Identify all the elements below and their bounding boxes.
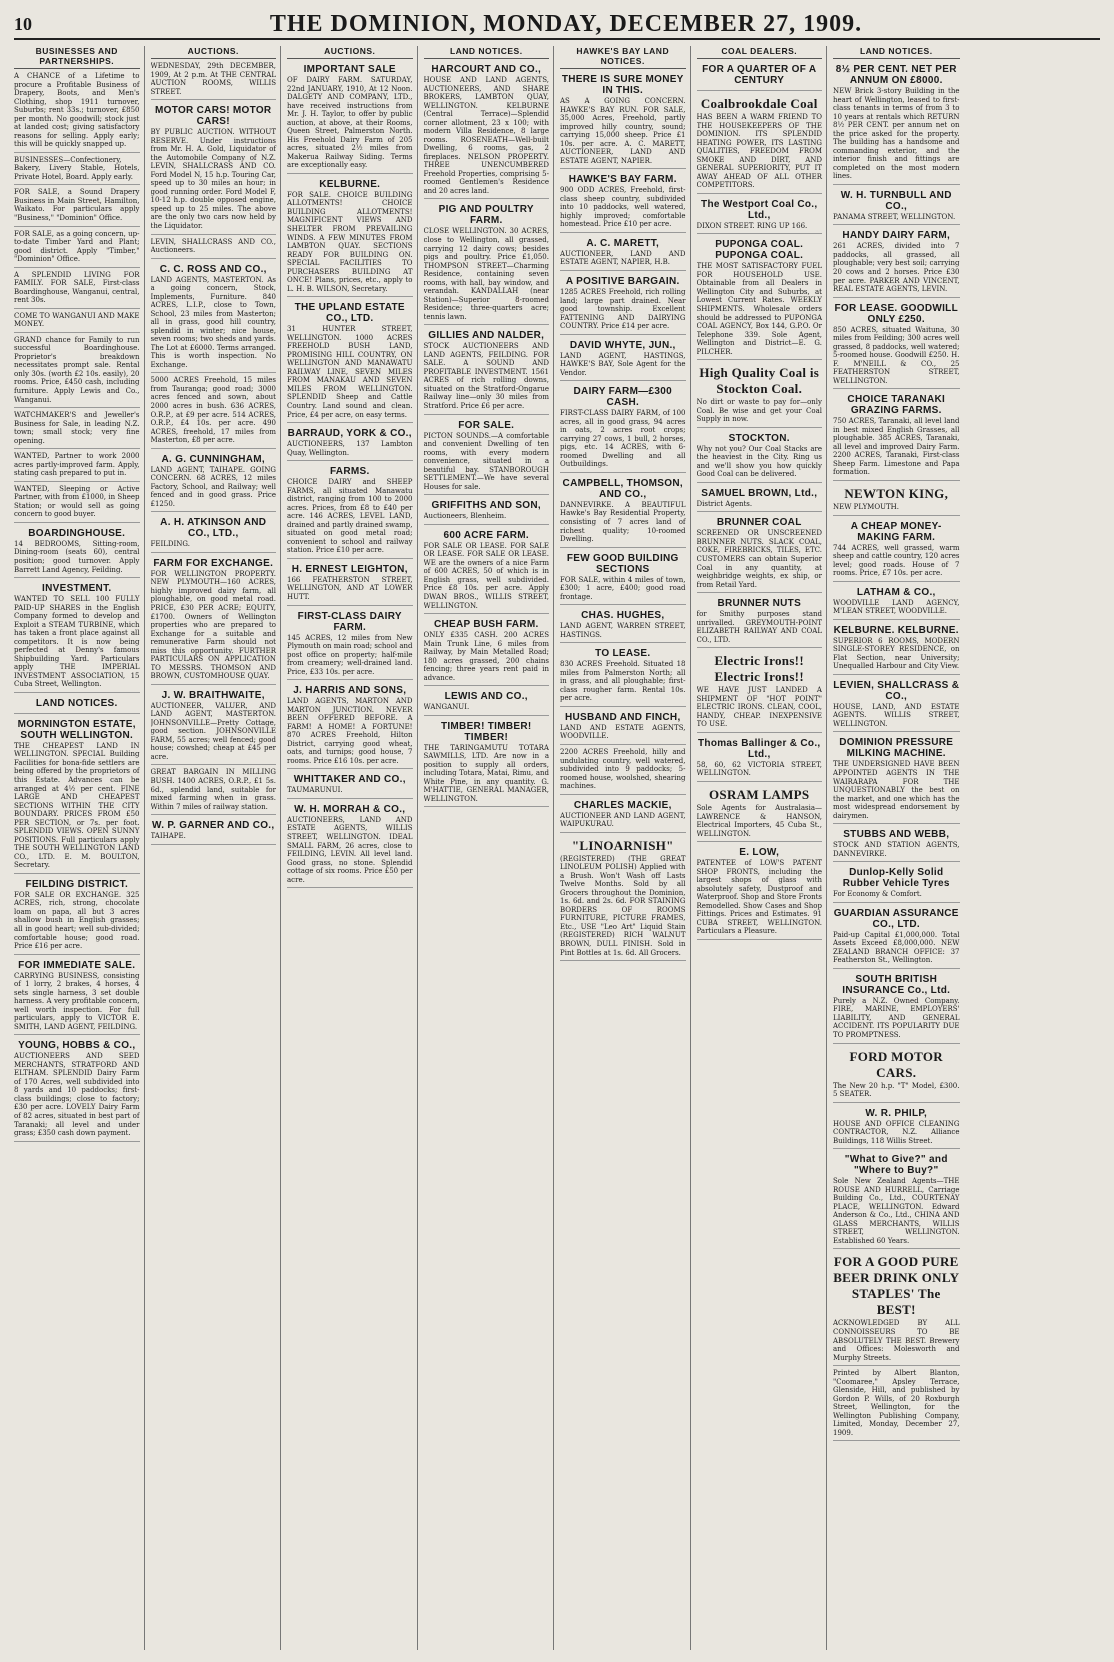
ad-heading: A. H. ATKINSON AND CO., LTD., xyxy=(160,517,267,540)
ad-heading: GILLIES AND NALDER, xyxy=(428,330,545,342)
advertisement xyxy=(151,103,277,234)
advertisement xyxy=(560,608,686,643)
ad-text: LAND AGENT, HASTINGS, HAWKE'S BAY, Sole Agent for the Vendor. xyxy=(560,351,686,377)
ad-text: COME TO WANGANUI AND MAKE MONEY. xyxy=(14,311,140,329)
ad-heading: INVESTMENT. xyxy=(42,583,112,595)
ad-heading: FEILDING DISTRICT. xyxy=(25,878,129,890)
ad-text: 58, 60, 62 VICTORIA STREET, WELLINGTON. xyxy=(696,760,822,778)
ad-heading: KELBURNE. KELBURNE. xyxy=(833,624,959,636)
advertisement xyxy=(560,476,686,548)
ad-text: LAND AGENTS, MASTERTON. As a going concern, Stock, Implements, Furniture. 840 ACRES, L.I.P., close to Town, School, 23 miles from Masterton; all in grass, good hill country, splendid in winter; nice house, seven rooms; two sheds and yards. The Lot at £6000. Terms arranged. This is worth inspection. No Exchange. xyxy=(150,275,276,369)
ad-text: FOR SALE. CHOICE BUILDING ALLOTMENTS! CHOICE BUILDING ALLOTMENTS! MAGNIFICENT VIEWS AND SHELTER FROM PREVAILING WINDS. A FEW MINUTES FROM LAMBTON QUAY. SECTIONS READY FOR BUILDING ON. SPECIAL FACILITIES TO PURCHASERS BUILDING AT ONCE! Plans, prices, etc., apply to L. H. B. WILSON, Secretary. xyxy=(287,190,413,293)
advertisement xyxy=(560,798,686,833)
ad-heading: BRUNNER COAL xyxy=(716,517,802,529)
column-5 xyxy=(560,46,691,1650)
advertisement xyxy=(14,1038,140,1141)
ad-text: GREAT BARGAIN IN MILLING BUSH. 1400 ACRES, O.R.P., £1 5s. 6d., splendid land, suitable for mixed farming when in grass. Within 7 miles of railway station. xyxy=(150,768,276,811)
ad-text: Why not you? Our Coal Stacks are the heaviest in the City. Ring us and we'll show you how quickly Good Coal can be delivered. xyxy=(696,444,822,479)
ad-heading: PIG AND POULTRY FARM. xyxy=(438,204,534,227)
ad-text: BUSINESSES—Confectionery, Bakery, Livery Stable, Hotels, Private Hotel, Board. Apply early. xyxy=(14,155,140,181)
ad-heading: MOTOR CARS! MOTOR CARS! xyxy=(155,105,272,128)
advertisement xyxy=(287,562,413,606)
ad-heading: PUPONGA COAL. PUPONGA COAL. xyxy=(715,239,804,262)
ad-text: HOUSE, LAND, AND ESTATE AGENTS. WILLIS STREET, WELLINGTON. xyxy=(833,702,960,728)
ad-text: GRAND chance for Family to run successful Boardinghouse. Proprietor's breakdown necessitates prompt sale. Rental only 30s. (worth £2 10s. easily), 20 rooms. Price, £450 cash, including furniture. Apply Lewis and Co., Wanganui. xyxy=(14,335,140,404)
advertisement xyxy=(287,609,413,681)
advertisement xyxy=(560,646,686,707)
page-number: 10 xyxy=(14,13,32,34)
masthead xyxy=(14,10,1100,40)
advertisement xyxy=(14,156,140,186)
ad-heading: Coalbrookdale Coal xyxy=(700,96,818,111)
ad-text: DANNEVIRKE. A BEAUTIFUL Hawke's Bay Residential Property, consisting of 7 acres land of richest quality; 10-roomed Dwelling. xyxy=(560,500,686,544)
advertisement xyxy=(14,312,140,333)
ad-text: A SPLENDID LIVING FOR FAMILY. FOR SALE, First-class Boardinghouse, Wanganui, central, rent 30s. xyxy=(14,270,140,305)
ad-heading: FOR A GOOD PURE BEER DRINK ONLY STAPLES' The BEST! xyxy=(833,1254,960,1318)
ad-heading: Thomas Ballinger & Co., Ltd., xyxy=(698,737,821,760)
column-heading: AUCTIONS. xyxy=(287,46,413,59)
ad-heading: 8½ PER CENT. NET PER ANNUM ON £8000. xyxy=(835,64,957,86)
ad-text: AUCTIONEERS, 137 Lambton Quay, Wellington. xyxy=(287,440,413,457)
ad-heading: A. C. MARETT, xyxy=(586,237,660,249)
advertisement xyxy=(14,271,140,309)
ad-text: PICTON SOUNDS.—A comfortable and convenient Dwelling of ten rooms, with every modern convenience, situated in a beautiful bay. STANBOROUGH SETTLEMENT.—We have several Houses for sale. xyxy=(423,431,549,491)
advertisement xyxy=(151,556,277,685)
ad-text: WATCHMAKER'S and Jeweller's Business for Sale, in leading N.Z. town; small stock; very fine opening. xyxy=(14,411,140,445)
ad-text: FOR SALE, as a going concern, up-to-date Timber Yard and Plant; good district. Apply "Timber," "Dominion" Office. xyxy=(14,229,140,264)
ad-text: A CHANCE of a Lifetime to procure a Profitable Business of Drapery, Boots, and Men's Clothing, shop 1911 turnover, Suburbs; rent 33s.; turnover, £850 per month. No goodwill; stock just at landed cost; giving satisfactory reasons for selling. Apply early; this will be quickly snapped up. xyxy=(14,72,140,149)
ad-heading: THE UPLAND ESTATE CO., LTD. xyxy=(294,302,405,325)
ad-heading: Dunlop-Kelly Solid Rubber Vehicle Tyres xyxy=(842,867,950,890)
ad-text: WANGANUI. xyxy=(423,703,470,712)
ad-text: ACKNOWLEDGED BY ALL CONNOISSEURS TO BE ABSOLUTELY THE BEST. Brewery and Offices: Molesworth and Murphy Streets. xyxy=(833,1319,960,1362)
ad-text: NEW PLYMOUTH. xyxy=(833,503,899,511)
ad-text: FEILDING. xyxy=(150,540,190,549)
ad-text: BY PUBLIC AUCTION. WITHOUT RESERVE. Under instructions from Mr. H. A. Gold, Liquidator of the Automobile Company of N.Z. LEVIN, SHALLCRASS AND CO. Ford Model N, 15 h.p. Touring Car, speed up to 30 miles an hour; in good running order. Ford Model F, 10-12 h.p. double opposed engine, speed up to 25 miles. The above are the only two cars now held by the Liquidator. xyxy=(150,128,276,230)
ad-heading: FEW GOOD BUILDING SECTIONS xyxy=(566,552,679,575)
ad-heading: FOR SALE. xyxy=(458,419,515,431)
ad-text: AUCTIONEERS AND SEED MERCHANTS, STRATFORD AND ELTHAM. SPLENDID Dairy Farm of 170 Acres, well subdivided into 8 yards and 10 paddocks; first-class buildings; close to factory; £30 per acre. LOVELY Dairy Farm of 82 acres, situated in best part of Taranaki; all level and under grass; £350 cash down payment. xyxy=(14,1052,140,1138)
ad-text: (REGISTERED) (THE GREAT LINOLEUM POLISH) Applied with a Brush. Won't Wash off Lasts Twelve Months. Sold by all Grocers throughout the Dominion, 1s. 6d. and 2s. 6d. FOR STAINING BORDERS OF ROOMS FURNITURE, PICTURE FRAMES, Etc., USE "Leo Art" Liquid Stain (REGISTERED) RICH WALNUT BROWN, DULL FINISH. Sold in Pint Bottles at 1s. 6d. All Grocers. xyxy=(560,854,686,957)
advertisement xyxy=(14,877,140,955)
ad-text: LAND AND ESTATE AGENTS, WOODVILLE. xyxy=(560,723,686,741)
ad-heading: KELBURNE. xyxy=(319,178,381,190)
ad-text: Sole New Zealand Agents—THE ROUSE AND HURRELL, Carriage Building Co., Ltd., COURTENAY PLACE, WELLINGTON. Edward Anderson & Co., Ltd., CHINA AND GLASS MERCHANTS, WILLIS STREET, WELLINGTON. Established 60 Years. xyxy=(833,1177,960,1245)
ad-heading: W. R. PHILP, xyxy=(865,1107,928,1119)
ad-heading: OSRAM LAMPS xyxy=(709,786,810,802)
advertisement xyxy=(833,585,960,620)
ad-text: LAND AGENT, TAIHAPE. GOING CONCERN. 68 ACRES, 12 miles Factory, School, and Railway; well fenced and in good grass. Price £1250. xyxy=(150,465,276,508)
ad-heading: W. H. MORRAH & CO., xyxy=(294,803,406,815)
ad-heading: MORNINGTON ESTATE, SOUTH WELLINGTON. xyxy=(17,718,136,741)
advertisement xyxy=(151,262,277,374)
advertisement xyxy=(697,237,823,360)
ad-text: WE HAVE JUST LANDED A SHIPMENT OF "HOT POINT" ELECTRIC IRONS. CLEAN, COOL, HANDY, CHEAP. INEXPENSIVE TO USE. xyxy=(696,686,822,729)
advertisement xyxy=(560,384,686,473)
columns xyxy=(14,46,1100,1650)
ad-text: AUCTIONEER, LAND AND ESTATE AGENT, NAPIER, H.B. xyxy=(560,249,686,267)
advertisement xyxy=(14,485,140,523)
advertisement xyxy=(697,845,823,940)
advertisement xyxy=(151,452,277,513)
ad-heading: W. H. TURNBULL AND CO., xyxy=(840,189,952,212)
advertisement xyxy=(14,188,140,226)
ad-text: ONLY £335 CASH. 200 ACRES Main Trunk Line, 6 miles from Railway, by Main Metalled Road; 180 acres grassed, 200 chains fencing; three years rent paid in advance. xyxy=(423,631,549,682)
advertisement xyxy=(697,363,823,428)
ad-heading: LEWIS AND CO., xyxy=(444,691,528,703)
newspaper-title: THE DOMINION, MONDAY, DECEMBER 27, 1909. xyxy=(269,10,863,37)
ad-text: Paid-up Capital £1,000,000. Total Assets Exceed £8,000,000. NEW ZEALAND BRANCH OFFICE: 37 Featherston St., Wellington. xyxy=(833,930,960,965)
advertisement xyxy=(833,1152,960,1249)
advertisement xyxy=(151,376,277,448)
ad-text: 145 ACRES, 12 miles from New Plymouth on main road; school and post office on property; half-mile from creamery; well-drained land. Price, £33 10s. per acre. xyxy=(287,633,413,676)
ad-text: DIXON STREET. RING UP 166. xyxy=(696,221,808,230)
ad-text: The New 20 h.p. "T" Model, £300. 5 SEATER. xyxy=(833,1081,960,1099)
ad-heading: WHITTAKER AND CO., xyxy=(293,774,406,786)
ad-heading: GRIFFITHS AND SON, xyxy=(431,500,541,512)
ad-text: HOUSE AND OFFICE CLEANING CONTRACTOR, N.Z. Alliance Buildings, 118 Willis Street. xyxy=(833,1119,960,1145)
ad-text: 830 ACRES Freehold. Situated 18 miles from Palmerston North; all in grass, and all ploughable; first-class rougher farm. Rental 10s. per acre. xyxy=(560,660,686,703)
ad-heading: FOR IMMEDIATE SALE. xyxy=(18,959,136,971)
ad-text: AUCTIONEERS, LAND AND ESTATE AGENTS, WILLIS STREET, WELLINGTON. IDEAL SMALL FARM, 26 acres, close to FEILDING, LEVIN. All level land. Good grass, no stone. Splendid cottage of six rooms. Price £50 per acre. xyxy=(287,815,413,884)
ad-text: LAND AGENTS, MARTON AND MARTON JUNCTION. NEVER BEEN OFFERED BEFORE. A FARM! A HOME! A FORTUNE! 870 ACRES Freehold, Hilton District, carrying good wheat, oats, and turnips; good house, 7 rooms. Price £16 10s. per acre. xyxy=(287,697,413,765)
column-4 xyxy=(424,46,555,1650)
ad-text: Purely a N.Z. Owned Company. FIRE, MARINE, EMPLOYERS' LIABILITY, AND GENERAL ACCIDENT. ITS POPULARITY DUE TO PROMPTNESS. xyxy=(833,996,960,1039)
ad-text: FIRST-CLASS DAIRY FARM, of 100 acres, all in good grass, 94 acres in oats, 2 acres root crops; carrying 27 cows, 1 bull, 2 horses, pigs, etc. 14 ACRES, with 6-roomed Dwelling and all Outbuildings. xyxy=(560,409,686,469)
ad-heading: SAMUEL BROWN, Ltd., xyxy=(701,487,818,499)
advertisement xyxy=(560,172,686,233)
ad-heading: 600 ACRE FARM. xyxy=(443,529,529,541)
ad-heading: BARRAUD, YORK & CO., xyxy=(287,428,412,440)
advertisement xyxy=(287,300,413,423)
ad-heading: TO LEASE. xyxy=(595,648,651,660)
ad-heading: GUARDIAN ASSURANCE CO., LTD. xyxy=(833,907,959,930)
column-1 xyxy=(14,46,145,1650)
advertisement xyxy=(833,1369,960,1441)
ad-heading: TIMBER! TIMBER! TIMBER! xyxy=(440,720,532,743)
ad-text: For Economy & Comfort. xyxy=(833,890,922,899)
advertisement xyxy=(14,336,140,408)
ad-heading: CHAS. HUGHES, xyxy=(581,610,665,622)
advertisement xyxy=(560,338,686,382)
ad-heading: STUBBS AND WEBB, xyxy=(843,829,950,841)
ad-text: HOUSE AND LAND AGENTS, AUCTIONEERS, AND SHARE BROKERS, LAMBTON QUAY, WELLINGTON. KELBURNE (Central Terrace)—Splendid corner allotment, 23 x 100; with modern Villa Residence, 8 large rooms. ROSENEATH—Well-built Dwelling, 6 rooms, gas, 2 fireplaces. NELSON PROPERTY. THREE UNENCUMBERED Freehold Properties, comprising 5-roomed Gentlemen's Residence and 20 acres land. xyxy=(423,76,549,195)
ad-text: FOR SALE OR LEASE. FOR SALE OR LEASE. FOR SALE OR LEASE. WE are the owners of a nice Farm of 600 ACRES, 50 of which is in English grass, well subdivided. Price £8 10s. per acre. Apply DWAN BROS., WILLIS STREET, WELLINGTON. xyxy=(423,541,549,610)
ad-text: TAIHAPE. xyxy=(150,832,186,841)
ad-text: FOR WELLINGTON PROPERTY. NEW PLYMOUTH—160 ACRES, highly improved dairy farm, all ploughable, on good metal road. PRICE, £30 PER ACRE; EQUITY, £1700. Owners of Wellington properties who are prepared to Exchange for a suitable and remunerative Farm should not miss this opportunity. FURTHER PARTICULARS ON APPLICATION TO MESSRS. THOMSON AND BROWN, CUSTOMHOUSE QUAY. xyxy=(150,569,276,681)
advertisement xyxy=(833,623,960,675)
advertisement xyxy=(833,906,960,969)
advertisement xyxy=(833,735,960,824)
ad-text: LEVIN, SHALLCRASS AND CO., Auctioneers. xyxy=(150,237,276,255)
ad-heading: YOUNG, HOBBS & CO., xyxy=(18,1040,136,1052)
ad-heading: High Quality Coal is Stockton Coal. xyxy=(699,365,820,397)
ad-heading: W. P. GARNER AND CO., xyxy=(152,820,275,832)
advertisement xyxy=(697,197,823,235)
ad-heading: The Westport Coal Co., Ltd., xyxy=(701,198,818,221)
ad-text: FOR SALE OR EXCHANGE. 325 ACRES, rich, strong, chocolate loam on papa, all but 3 acres shallow bush in English grasses; all in good heart; well sub-divided; comfortable house; good road. Price £16 per acre. xyxy=(14,890,140,951)
ad-text: STOCK AND STATION AGENTS, DANNEVIRKE. xyxy=(833,841,960,858)
advertisement xyxy=(833,392,960,481)
advertisement xyxy=(424,498,550,525)
ad-heading: A CHEAP MONEY-MAKING FARM. xyxy=(850,520,942,543)
ad-heading: Electric Irons!! Electric Irons!! xyxy=(714,653,804,685)
column-heading: LAND NOTICES. xyxy=(424,46,550,59)
advertisement xyxy=(833,228,960,297)
column-6 xyxy=(697,46,828,1650)
ad-text: 166 FEATHERSTON STREET, WELLINGTON, AND AT LOWER HUTT. xyxy=(287,575,413,601)
ad-heading: SOUTH BRITISH INSURANCE Co., Ltd. xyxy=(842,973,951,996)
ad-text: CLOSE WELLINGTON. 30 ACRES, close to Wellington, all grassed, carrying 12 dairy cows; besides pigs and poultry. Price £1,050. THOMPSON STREET—Charming Residence, containing seven rooms, with hall, bay window, and verandah. KANDALLAH (near Station)—Superior 8-roomed Residence; three-quarters acre; tennis lawn. xyxy=(423,227,549,321)
advertisement xyxy=(14,411,140,449)
advertisement xyxy=(697,736,823,782)
ad-heading: LATHAM & CO., xyxy=(856,586,936,598)
advertisement xyxy=(833,62,960,185)
ad-heading: DAIRY FARM—£300 CASH. xyxy=(573,386,672,409)
ad-text: AUCTIONEER, VALUER, AND LAND AGENT, MASTERTON. JOHNSONVILLE—Pretty Cottage, good section. JOHNSONVILLE FARM, 55 acres; well fenced; good house; cowshed; cheap at £45 per acre. xyxy=(150,701,276,761)
advertisement xyxy=(287,177,413,297)
advertisement xyxy=(14,696,140,714)
advertisement xyxy=(14,452,140,482)
ad-heading: LEVIEN, SHALLCRASS & CO., xyxy=(833,679,960,702)
ad-text: OF DAIRY FARM. SATURDAY, 22nd JANUARY, 1910, At 12 Noon. DALGETY AND COMPANY, LTD., have received instructions from Mr. J. H. Taylor, to offer by public auction, at above, at their Rooms, Queen Street, Palmerston North. His Freehold Dairy Farm of 205 acres, situated 2½ miles from Makerua Railway Siding. Terms are exceptionally easy. xyxy=(287,76,413,170)
advertisement xyxy=(14,230,140,268)
ad-heading: LAND NOTICES. xyxy=(35,697,118,709)
ad-heading: STOCKTON. xyxy=(728,432,790,444)
column-heading: LAND NOTICES. xyxy=(833,46,960,59)
ad-text: HAS BEEN A WARM FRIEND TO THE HOUSEKEEPERS OF THE DOMINION. ITS SPLENDID HEATING POWER, ITS LASTING QUALITIES, FREEDOM FROM SMOKE AND DIRT, AND GENERAL SUPERIORITY, PUT IT AWAY AHEAD OF ALL OTHER COMPETITORS. xyxy=(696,113,822,190)
advertisement xyxy=(14,581,140,693)
advertisement xyxy=(560,748,686,795)
advertisement xyxy=(151,768,277,815)
advertisement xyxy=(560,551,686,606)
ad-heading: "What to Give?" and "Where to Buy?" xyxy=(844,1154,948,1177)
ad-heading: A POSITIVE BARGAIN. xyxy=(565,275,680,287)
ad-heading: CHOICE TARANAKI GRAZING FARMS. xyxy=(847,394,946,417)
ad-text: FOR SALE, a Sound Drapery Business in Main Street, Hamilton, Waikato. For particulars apply "Business," "Dominion" Office. xyxy=(14,188,140,222)
advertisement xyxy=(560,72,686,169)
advertisement xyxy=(424,528,550,614)
ad-text: SUPERIOR 6 ROOMS, MODERN SINGLE-STOREY RESIDENCE, on Flat Section, near University; Unequalled Harbour and City View. xyxy=(833,636,960,671)
ad-text: 261 ACRES, divided into 7 paddocks, all grassed, all ploughable; very best soil; carrying 20 cows and 2 horses. Price £30 per acre. PARKER AND VINCENT, REAL ESTATE AGENTS, LEVIN. xyxy=(833,242,960,294)
ad-text: WEDNESDAY, 29th DECEMBER, 1909, At 2 p.m. At THE CENTRAL AUCTION ROOMS, WILLIS STREET. xyxy=(150,62,276,96)
advertisement xyxy=(424,62,550,199)
advertisement xyxy=(424,689,550,716)
advertisement xyxy=(151,62,277,100)
advertisement xyxy=(14,717,140,874)
ad-text: LAND AGENT, WARREN STREET, HASTINGS. xyxy=(560,622,686,639)
ad-heading: H. ERNEST LEIGHTON, xyxy=(291,563,408,575)
advertisement xyxy=(14,72,140,153)
advertisement xyxy=(424,617,550,686)
advertisement xyxy=(560,236,686,271)
ad-text: 850 ACRES, situated Waituna, 30 miles from Feilding; 300 acres well grassed, 8 paddocks, well watered; 5-roomed house. Goodwill £250. H. F. M'NEILL & CO., 25 FEATHERSTON STREET, WELLINGTON. xyxy=(833,325,960,385)
advertisement xyxy=(833,865,960,903)
ad-text: District Agents. xyxy=(696,499,753,508)
ad-heading: FARM FOR EXCHANGE. xyxy=(153,557,274,569)
ad-text: WANTED, Sleeping or Active Partner, with from £1000, in Sheep Station; or would sell as going concern to good buyer. xyxy=(14,484,140,519)
column-heading: COAL DEALERS. xyxy=(697,46,823,59)
advertisement xyxy=(287,802,413,888)
advertisement xyxy=(287,426,413,461)
advertisement xyxy=(151,515,277,553)
ad-heading: BRUNNER NUTS xyxy=(717,598,802,610)
ad-heading: DAVID WHYTE, JUN., xyxy=(569,339,676,351)
ad-heading: FOR A QUARTER OF A CENTURY xyxy=(702,64,817,86)
advertisement xyxy=(697,431,823,483)
ad-heading: FOR LEASE. GOODWILL ONLY £250. xyxy=(834,302,958,325)
ad-heading: FORD MOTOR CARS. xyxy=(849,1048,943,1080)
ad-text: 750 ACRES, Taranaki, all level land in best mixed English Grasses, all ploughable. 385 ACRES, Taranaki, all level and improved Dairy Farm. 2200 ACRES, Taranaki, First-class Sheep Farm. Limestone and Papa formation. xyxy=(833,417,960,477)
ad-text: THE MOST SATISFACTORY FUEL FOR HOUSEHOLD USE. Obtainable from all Dealers in Wellington City and Suburbs, at Lowest Current Rates. WEEKLY SHIPMENTS. Wholesale orders should be addressed to PUPONGA COAL AGENCY, Box 144, G.P.O. Or Telephone 339. Sole Agent, Wellington and District—E. G. PILCHER. xyxy=(696,262,822,356)
ad-heading: CAMPBELL, THOMSON, AND CO., xyxy=(562,477,683,500)
ad-text: THE TARINGAMUTU TOTARA SAWMILLS, LTD. Are now in a position to supply all orders, including Totara, Matai, Rimu, and White Pine, in any quantity. G. M'HATTIE, GENERAL MANAGER, WELLINGTON. xyxy=(423,743,549,803)
ad-heading: J. HARRIS AND SONS, xyxy=(293,685,407,697)
ad-text: 900 ODD ACRES, Freehold, first-class sheep country, subdivided into 10 paddocks, well watered, highly improved; comfortable homestead. Price £10 per acre. xyxy=(560,186,686,229)
column-2 xyxy=(151,46,282,1650)
ad-heading: CHEAP BUSH FARM. xyxy=(433,619,539,631)
ad-text: THE CHEAPEST LAND IN WELLINGTON. SPECIAL Building Facilities for bona-fide settlers are being offered by the proprietors of this Estate. Advances can be arranged at 4½ per cent. FINE LARGE AND CHEAPEST SECTIONS WITHIN THE CITY BOUNDARY. PRICES FROM £50 PER SECTION, or 7s. per foot. SPLENDID VIEWS. OPEN SUNNY POSITIONS. Full particulars apply THE SOUTH WELLINGTON LAND CO., LTD. E. M. BOULTON, Secretary. xyxy=(14,741,140,870)
advertisement xyxy=(424,328,550,414)
advertisement xyxy=(697,515,823,593)
ad-heading: "LINOARNISH" xyxy=(571,837,674,853)
ad-text: NEW Brick 3-story Building in the heart of Wellington, leased to first-class tenants in terms of from 3 to 10 years at rentals which RETURN 8½ PER CENT. per annum net on the price asked for the property. The building has a handsome and commanding exterior, and the interior finish and fittings are completed on the most modern lines. xyxy=(833,87,960,181)
ad-heading: J. W. BRAITHWAITE, xyxy=(161,689,265,701)
column-heading: AUCTIONS. xyxy=(151,46,277,59)
advertisement xyxy=(697,486,823,513)
ad-text: Auctioneers, Blenheim. xyxy=(423,512,507,521)
ad-text: AUCTIONEER AND LAND AGENT, WAIPUKURAU. xyxy=(560,811,686,829)
ad-heading: BOARDINGHOUSE. xyxy=(28,527,126,539)
advertisement xyxy=(697,651,823,733)
ad-text: CHOICE DAIRY and SHEEP FARMS, all situated Manawatu district, ranging from 100 to 2000 acres. Prices, from £8 to £40 per acre. 146 ACRES, LEVEL LAND, drained and partly drained swamp, situated on good metal road; convenient to school and railway station. Price £10 per acre. xyxy=(287,478,413,555)
ad-text: 5000 ACRES Freehold, 15 miles from Tauranga; good road; 3000 acres fenced and sown, about 2000 acres in bush. 636 ACRES, O.R.P., at £9 per acre. 514 ACRES, O.R.P., £4 10s. per acre. 490 ACRES, freehold, 17 miles from Masterton, £8 per acre. xyxy=(150,376,276,445)
ad-text: 31 HUNTER STREET, WELLINGTON. 1000 ACRES FREEHOLD BUSH LAND, PROMISING HILL COUNTRY, ON WELLINGTON AND MANAWATU RAILWAY LINE, SEVEN MILES FROM MANAKAU AND SEVEN MILES FROM WELLINGTON. SPLENDID Sheep and Cattle Country. Land sound and clean. Price, £4 per acre, on easy terms. xyxy=(287,325,413,419)
advertisement xyxy=(833,1047,960,1103)
advertisement xyxy=(424,719,550,808)
ad-text: Printed by Albert Blanton, "Coomaree," Apsley Terrace, Glenside, Hill, and published by Gordon P. Wills, of 20 Roxburgh Street, Wellington, for the Wellington Publishing Company, Limited, Monday, December 27, 1909. xyxy=(833,1369,960,1437)
column-3 xyxy=(287,46,418,1650)
ad-text: TAUMARUNUI. xyxy=(287,786,343,795)
ad-heading: HANDY DAIRY FARM, xyxy=(842,230,951,242)
column-heading: BUSINESSES AND PARTNERSHIPS. xyxy=(14,46,140,69)
ad-text: 1285 ACRES Freehold, rich rolling land; large part drained. Near good township. Excellent FATTENING AND DAIRYING COUNTRY. Price £14 per acre. xyxy=(560,287,686,331)
ad-text: SCREENED OR UNSCREENED BRUNNER NUTS. SLACK COAL, COKE, FIREBRICKS, TILES, ETC. CUSTOMERS can obtain Superior Coal in any quantity, at weighbridge weights, ex ship, or from Retail Yard. xyxy=(696,529,822,589)
advertisement xyxy=(833,301,960,390)
ad-heading: THERE IS SURE MONEY IN THIS. xyxy=(561,74,684,96)
ad-heading: IMPORTANT SALE xyxy=(303,64,396,75)
column-7 xyxy=(833,46,964,1650)
ad-heading: HARCOURT AND CO., xyxy=(431,64,542,75)
advertisement xyxy=(697,94,823,194)
ad-text: No dirt or waste to pay for—only Coal. Be wise and get your Coal Supply in now. xyxy=(696,398,822,424)
advertisement xyxy=(287,772,413,799)
ad-text: Sole Agents for Australasia—LAWRENCE & HANSON, Electrical Importers, 45 Cuba St., WELLINGTON. xyxy=(696,803,822,838)
ad-text: 744 ACRES, well grassed, warm sheep and cattle country, 120 acres level; good roads. House of 7 rooms. Price, £7 10s. per acre. xyxy=(833,543,960,578)
advertisement xyxy=(560,274,686,335)
advertisement xyxy=(833,1252,960,1366)
advertisement xyxy=(151,818,277,845)
ad-heading: E. LOW, xyxy=(739,847,780,859)
ad-text: AS A GOING CONCERN. HAWKE'S BAY RUN. FOR SALE, 35,000 Acres, Freehold, partly improved hilly country, sound; carrying 15,000 sheep. Price £1 10s. per acre. A. C. MARETT, AUCTIONEER, LAND AND ESTATE AGENT, NAPIER. xyxy=(560,97,686,165)
ad-heading: A. G. CUNNINGHAM, xyxy=(161,453,265,465)
ad-text: FOR SALE, within 4 miles of town, £300; 1 acre, £400; good road frontage. xyxy=(560,575,686,601)
advertisement xyxy=(151,238,277,259)
ad-text: WANTED, Partner to work 2000 acres partly-improved farm. Apply, stating cash prepared to put in. xyxy=(14,452,140,478)
advertisement xyxy=(697,62,823,91)
ad-heading: HAWKE'S BAY FARM. xyxy=(568,174,677,186)
advertisement xyxy=(833,188,960,226)
ad-text: WANTED TO SELL 100 FULLY PAID-UP SHARES in the English Company formed to develop and Exploit a STEAM TURBINE, which has taken a front place against all competitors. It is now being perfected at Denny's famous Shipbuilding Yard. Particulars apply THE IMPERIAL INVESTMENT ASSOCIATION, 15 Cuba Street, Wellington. xyxy=(14,595,140,689)
advertisement xyxy=(833,972,960,1044)
advertisement xyxy=(833,484,960,516)
ad-text: PATENTEE of LOW'S PATENT SHOP FRONTS, including the largest shops of glass with absolutely safety, Dustproof and Waterproof. Shop and Store Fronts Remodelled. Show Cases and Shop Fittings. Prices and Estimates. 91 CUBA STREET, WELLINGTON. Particulars a Pleasure. xyxy=(696,859,822,936)
ad-text: for Smithy purposes stand unrivalled. GREYMOUTH-POINT ELIZABETH RAILWAY AND COAL CO., LTD. xyxy=(696,610,822,644)
ad-heading: C. C. ROSS AND CO., xyxy=(159,263,267,275)
advertisement xyxy=(424,202,550,325)
ad-text: 2200 ACRES Freehold, hilly and undulating country, well watered, subdivided into 9 paddocks; 5-roomed house, woolshed, shearing machines. xyxy=(560,747,686,791)
advertisement xyxy=(833,519,960,582)
ad-heading: FARMS. xyxy=(329,466,370,478)
ad-text: CARRYING BUSINESS, consisting of 1 lorry, 2 brakes, 4 horses, 4 sets single harness, 3 set double harness. A very profitable concern, well worth inspection. For full particulars, apply to VICTOR E. SMITH, LAND AGENT, FEILDING. xyxy=(14,971,140,1031)
ad-heading: HUSBAND AND FINCH, xyxy=(564,711,681,723)
advertisement xyxy=(287,683,413,769)
ad-text: PANAMA STREET, WELLINGTON. xyxy=(833,212,956,221)
ad-text: THE UNDERSIGNED HAVE BEEN APPOINTED AGENTS IN THE WAIRARAPA FOR THE UNQUESTIONABLY the best on the market, and one which has the most widespread endorsement by dairymen. xyxy=(833,760,960,820)
advertisement xyxy=(833,1106,960,1150)
ad-heading: NEWTON KING, xyxy=(844,486,949,501)
ad-text: WOODVILLE LAND AGENCY, M'LEAN STREET, WOODVILLE. xyxy=(833,598,960,616)
advertisement xyxy=(14,958,140,1036)
advertisement xyxy=(833,678,960,733)
ad-heading: DOMINION PRESSURE MILKING MACHINE. xyxy=(839,737,954,760)
advertisement xyxy=(697,785,823,842)
column-heading: HAWKE'S BAY LAND NOTICES. xyxy=(560,46,686,69)
advertisement xyxy=(697,596,823,648)
advertisement xyxy=(424,418,550,496)
ad-heading: CHARLES MACKIE, xyxy=(573,799,672,811)
advertisement xyxy=(560,710,686,745)
advertisement xyxy=(151,688,277,766)
ad-heading: FIRST-CLASS DAIRY FARM. xyxy=(297,610,402,633)
advertisement xyxy=(287,464,413,559)
advertisement xyxy=(560,836,686,961)
advertisement xyxy=(287,62,413,174)
ad-text: 14 BEDROOMS, Sitting-room, Dining-room (seats 60), central position; good turnover. Apply Barrett Land Agency, Feilding. xyxy=(14,539,140,574)
advertisement xyxy=(833,827,960,862)
ad-text: STOCK AUCTIONEERS AND LAND AGENTS, FEILDING. FOR SALE. A SOUND AND PROFITABLE INVESTMENT. 1561 ACRES of rich rolling downs, situated on the Stratford-Ongarue Railway line—only 30 miles from Stratford. Price £6 per acre. xyxy=(423,342,549,410)
advertisement xyxy=(14,526,140,578)
